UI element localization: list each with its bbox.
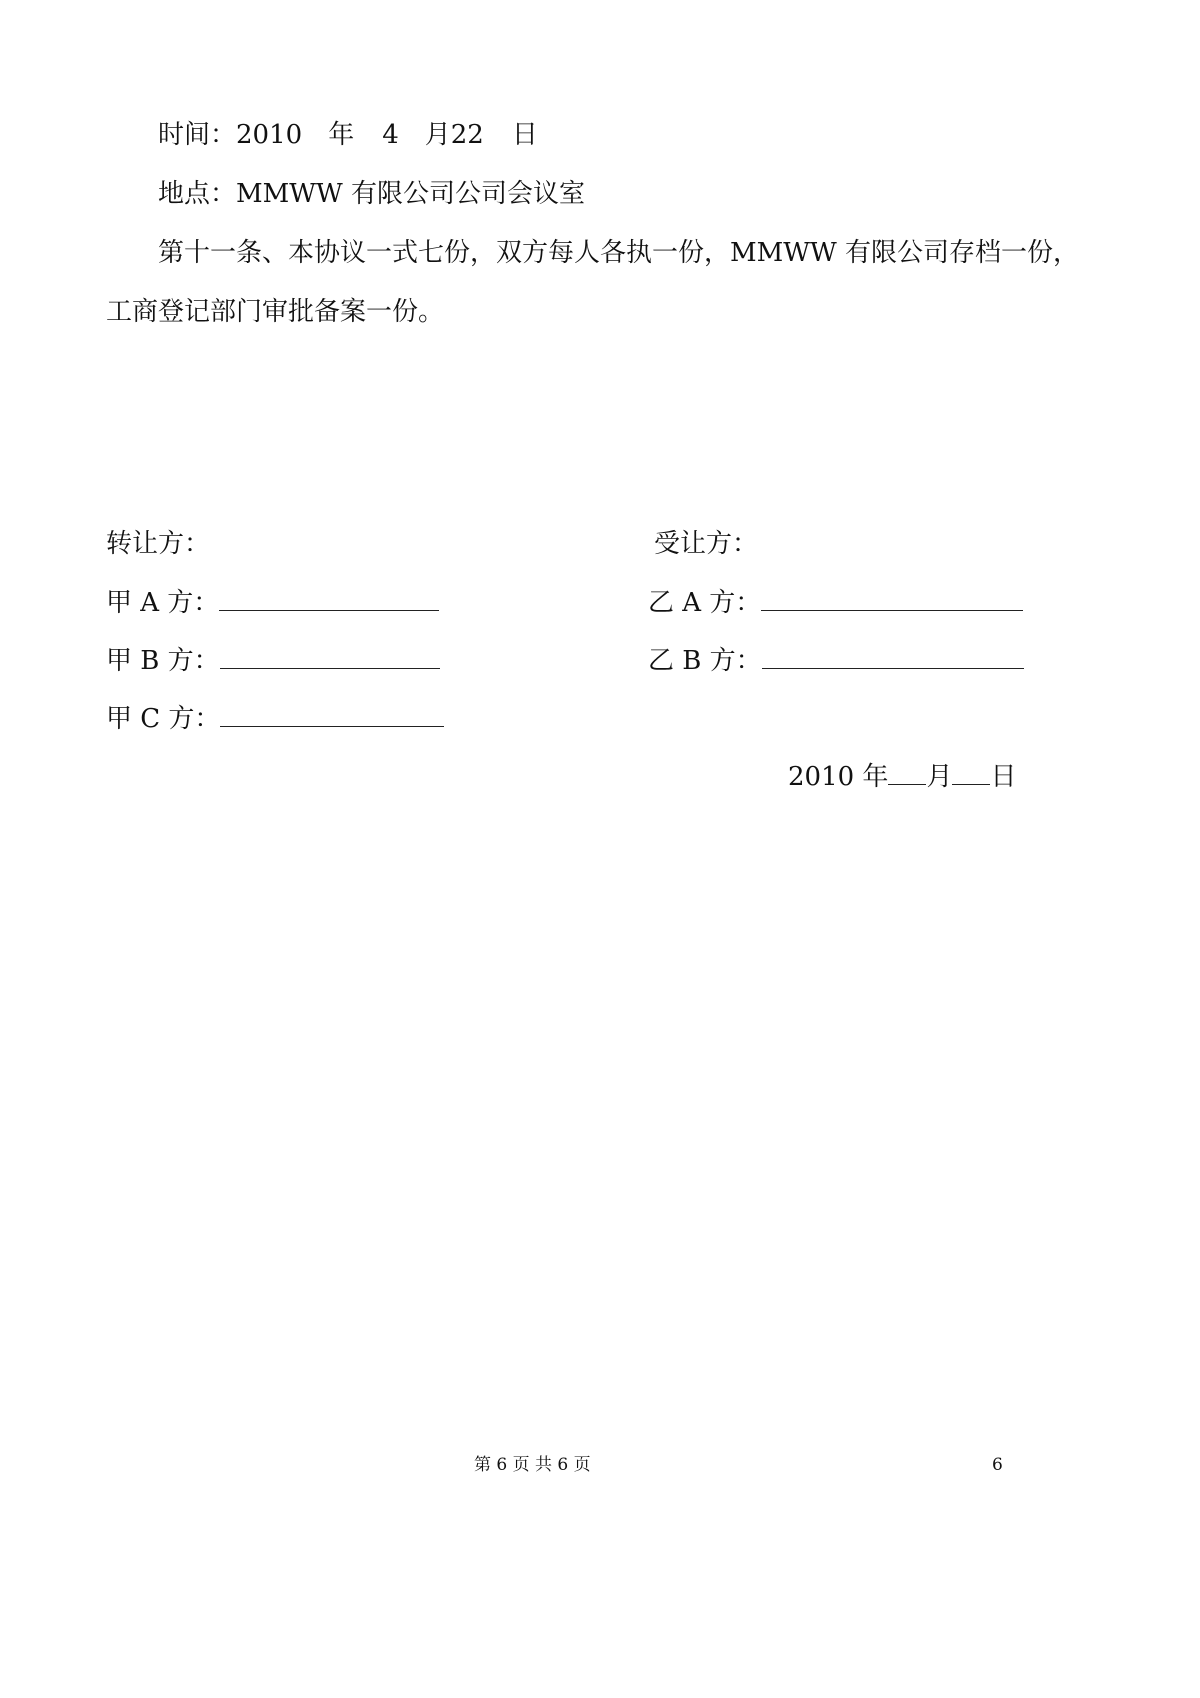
date-day-blank [952,760,990,785]
party-a-c-signature-line [220,702,444,727]
clause-line-1: 第十一条、本协议一式七份，双方每人各执一份，MMWW 有限公司存档一份， [158,238,1079,268]
party-a-b-signature-line [220,644,440,669]
date-day: 日 [990,762,1017,792]
date-year: 2010 年 [788,762,889,792]
party-a-c-row [106,702,444,735]
party-b-a-row [648,586,1023,619]
party-a-a-signature-line [219,586,439,611]
date-month: 月 [926,762,953,792]
place-label: 地点： [158,179,237,209]
party-a-b-label: 甲 B 方： [106,646,220,676]
transferor-label: 转让方： [106,529,211,559]
party-a-a-row [106,586,439,619]
meeting-time [158,119,538,151]
time-day-unit: 日 [511,120,538,150]
party-a-c-label: 甲 C 方： [106,704,221,734]
place-value: MMWW 有限公司公司会议室 [236,179,585,209]
party-b-a-signature-line [761,586,1023,611]
transferee-label: 受让方： [654,529,759,559]
party-b-a-label: 乙 A 方： [648,588,762,618]
signing-date [788,760,1016,793]
page-info: 第 6 页 共 6 页 [474,1455,591,1475]
party-b-b-row [648,644,1024,677]
party-b-b-label: 乙 B 方： [648,646,762,676]
party-b-b-signature-line [762,644,1024,669]
clause-line-2: 工商登记部门审批备案一份。 [106,297,445,327]
party-a-a-label: 甲 A 方： [106,588,220,618]
party-a-b-row [106,644,440,677]
meeting-place [158,178,585,210]
time-day: 22 [450,120,484,150]
page-number: 6 [992,1455,1003,1475]
time-month: 4 [382,120,399,150]
time-label: 时间： [158,120,237,150]
time-year: 2010 [236,120,303,150]
time-month-unit: 月 [424,120,451,150]
time-year-unit: 年 [328,120,355,150]
date-month-blank [888,760,926,785]
